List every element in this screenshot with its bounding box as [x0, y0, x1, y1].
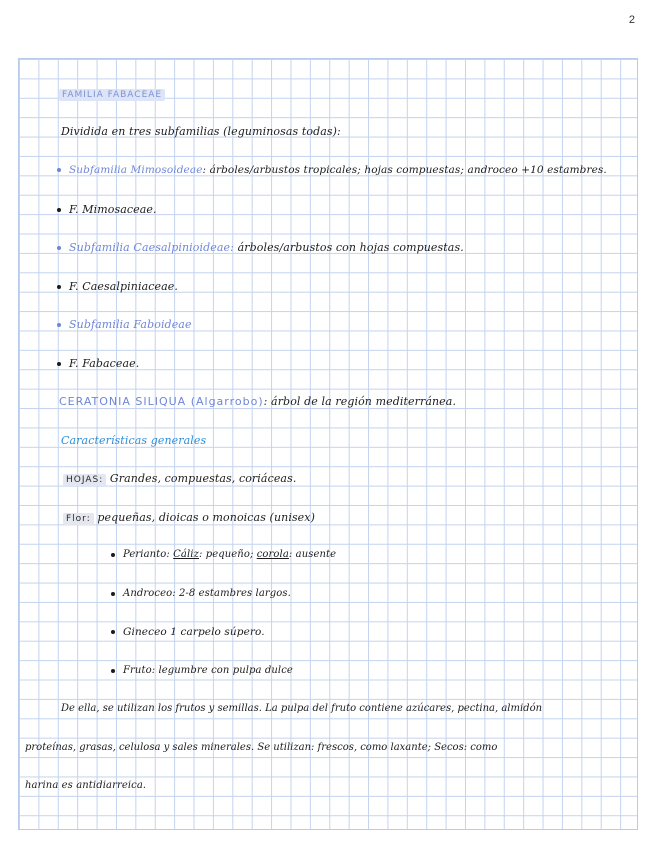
perianto-label: Perianto: [123, 549, 170, 560]
flor-line [63, 511, 315, 524]
fruto-line [111, 665, 293, 676]
hojas-line [63, 472, 296, 485]
subfamily-name: Subfamilia Caesalpinioideae: [69, 241, 234, 254]
ceratonia-desc: : árbol de la región mediterránea. [263, 395, 457, 408]
family-caesalpiniaceae [57, 280, 178, 293]
family-mimosaceae [57, 203, 157, 216]
caliz-label: Cáliz [173, 549, 199, 560]
bullet-icon [111, 669, 115, 673]
androceo-line [111, 588, 291, 599]
gineceo-line [111, 626, 265, 638]
bullet-icon [57, 323, 61, 327]
general-heading: Características generales [61, 434, 207, 447]
paragraph-line-1: De ella, se utilizan los frutos y semillas. La pulpa del fruto contiene azúcares, pectina, almidón [61, 703, 543, 714]
paragraph-line-2: proteínas, grasas, celulosa y sales minerales. Se utilizan: frescos, como laxante; Secos: como [25, 742, 498, 753]
subfamily-name: Subfamilia Mimosoideae [69, 164, 203, 176]
bullet-icon [111, 553, 115, 557]
caliz-text: : pequeño; [198, 549, 254, 560]
subfamily-mimosoideae [57, 164, 607, 176]
bullet-icon [57, 168, 61, 172]
subfamily-desc: árboles/arbustos con hojas compuestas. [237, 241, 464, 254]
family-name: F. Mimosaceae. [69, 203, 157, 216]
bullet-icon [57, 208, 61, 212]
subfamily-desc: : árboles/arbustos tropicales; hojas compuestas; androceo +10 estambres. [202, 164, 607, 176]
bullet-icon [111, 630, 115, 634]
androceo-text: Androceo: 2-8 estambres largos. [123, 588, 291, 599]
subfamily-faboideae [57, 318, 192, 331]
perianto-line [111, 549, 336, 560]
corola-text: : ausente [288, 549, 337, 560]
flor-label: Flor: [63, 513, 94, 525]
bullet-icon [57, 285, 61, 289]
bullet-icon [111, 592, 115, 596]
corola-label: corola [256, 549, 289, 560]
family-fabaceae [57, 357, 139, 370]
paragraph-line-3: harina es antidiarreica. [25, 780, 147, 791]
fruto-text: Fruto: legumbre con pulpa dulce [123, 665, 293, 676]
family-name: F. Caesalpiniaceae. [69, 280, 178, 293]
ceratonia-name: CERATONIA SILIQUA (Algarrobo) [59, 395, 264, 408]
family-name: F. Fabaceae. [69, 357, 140, 370]
intro-line: Dividida en tres subfamilias (leguminosas todas): [61, 125, 341, 138]
title-highlight: FAMILIA FABACEAE [59, 89, 165, 101]
gineceo-text: Gineceo 1 carpelo súpero. [123, 626, 265, 638]
grid-paper [18, 58, 638, 830]
subfamily-name: Subfamilia Faboideae [69, 318, 192, 331]
ceratonia-line [59, 395, 456, 408]
bullet-icon [57, 246, 61, 250]
hojas-text: Grandes, compuestas, coriáceas. [109, 472, 297, 485]
hojas-label: HOJAS: [63, 474, 106, 486]
page-number: 2 [628, 14, 635, 26]
subfamily-caesalpinioideae [57, 241, 464, 254]
bullet-icon [57, 362, 61, 366]
flor-text: pequeñas, dioicas o monoicas (unisex) [97, 511, 315, 524]
page-title [59, 87, 165, 100]
